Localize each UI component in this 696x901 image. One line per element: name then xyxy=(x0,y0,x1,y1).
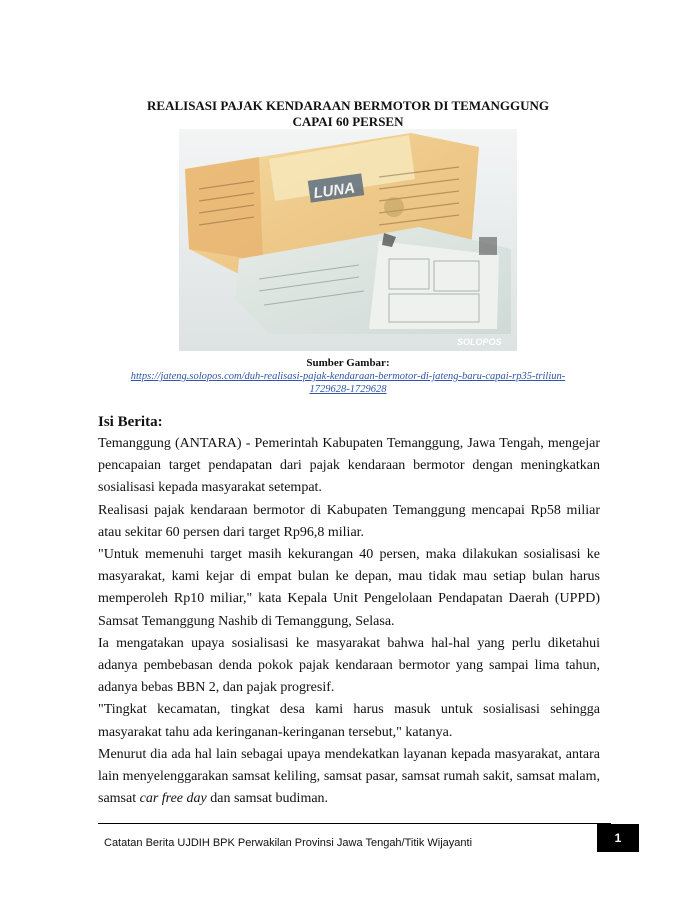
vehicle-tax-documents-photo xyxy=(179,129,517,351)
page-number: 1 xyxy=(597,824,639,852)
paragraph-6-text: Menurut dia ada hal lain sebagai upaya mendekatkan layanan kepada masyarakat, antara lain menyelenggarakan samsat keliling, samsat pasar, samsat rumah sakit, samsat malam, samsat xyxy=(98,746,600,807)
photo-watermark: SOLOPOS xyxy=(457,337,502,347)
article-paragraph-5: "Tingkat kecamatan, tingkat desa kami harus masuk untuk sosialisasi sehingga masyarakat tahu ada keringanan-keringanan tersebut," katanya. xyxy=(98,702,600,740)
photo-illustration xyxy=(179,129,517,351)
article-paragraph-2: Realisasi pajak kendaraan bermotor di Kabupaten Temanggung mencapai Rp58 miliar atau sekitar 60 persen dari target Rp96,8 miliar. xyxy=(98,502,600,540)
paragraph-6-italic-term: car free day xyxy=(139,791,207,807)
image-source-label: Sumber Gambar: xyxy=(306,357,390,369)
image-source-link-line-1[interactable]: https://jateng.solopos.com/duh-realisasi-pajak-kendaraan-bermotor-di-jateng-baru-capai-rp35-triliun- xyxy=(130,371,566,382)
article-body xyxy=(98,433,600,810)
svg-text:LUNA: LUNA xyxy=(312,179,357,203)
article-paragraph-3: "Untuk memenuhi target masih kekurangan 40 persen, maka dilakukan sosialisasi ke masyarakat, kami kejar di empat bulan ke depan, mau tidak mau setiap bulan harus memperoleh Rp10 miliar," kata Kepala Unit Pengelolaan Pendapatan Daerah (UPPD) Samsat Temanggung Nashib di Temanggung, Selasa. xyxy=(98,547,600,629)
image-source-link-line-2[interactable]: 1729628-1729628 xyxy=(309,384,387,395)
title-line-2: CAPAI 60 PERSEN xyxy=(292,114,404,129)
document-title xyxy=(100,98,596,130)
title-line-1: REALISASI PAJAK KENDARAAN BERMOTOR DI TEMANGGUNG xyxy=(147,98,549,113)
article-paragraph-4: Ia mengatakan upaya sosialisasi ke masyarakat bahwa hal-hal yang perlu diketahui adanya pembebasan denda pokok pajak kendaraan bermotor yang sampai lima tahun, adanya bebas BBN 2, dan pajak progresif. xyxy=(98,635,600,696)
footer-text: Catatan Berita UJDIH BPK Perwakilan Provinsi Jawa Tengah/Titik Wijayanti xyxy=(104,837,473,849)
footer-divider xyxy=(98,823,611,824)
article-paragraph-1: Temanggung (ANTARA) - Pemerintah Kabupaten Temanggung, Jawa Tengah, mengejar pencapaian target pendapatan dari pajak kendaraan bermotor dengan meningkatkan sosialisasi kepada masyarakat setempat. xyxy=(98,436,600,496)
section-heading: Isi Berita: xyxy=(98,414,163,430)
image-source-link[interactable] xyxy=(110,370,586,396)
paragraph-6-tail: dan samsat budiman. xyxy=(206,791,329,807)
article-paragraph-6 xyxy=(98,744,600,811)
